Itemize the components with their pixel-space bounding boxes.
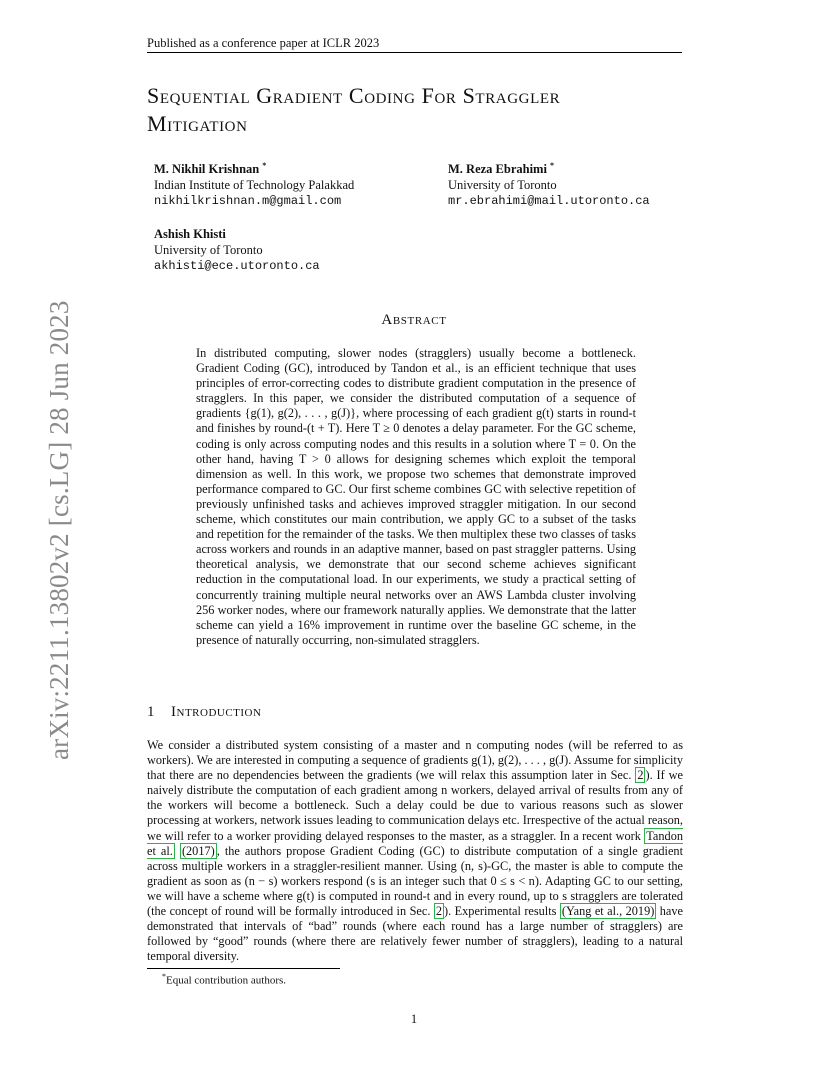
footnote-text: Equal contribution authors. (166, 974, 287, 987)
author-block-2 (448, 158, 650, 209)
intro-text-segment: have demonstrated that intervals of “bad” rounds (where each round has a large number of stragglers) are followed by “good” rounds (where there are relatively fewer number of stragglers), leading to a natural temporal diversity. (147, 904, 683, 964)
section-heading (147, 704, 261, 721)
intro-text-segment: , the authors propose Gradient Coding (GC) to distribute computation of a single gradient across multiple workers in a straggler-resilient manner. Using (n, s)-GC, the master is able to compute the gradient as soon as (n − s) workers respond (s is an integer such that 0 ≤ s < n). Adapting GC to our setting, we will have a scheme where g(t) is computed in round-t and in every round, up to s stragglers are tolerated (the concept of round will be formally introduced in Sec. (147, 843, 683, 919)
equal-contribution-mark: * (262, 161, 267, 170)
footnote-mark: * (162, 972, 166, 981)
arxiv-stamp: arXiv:2211.13802v2 [cs.LG] 28 Jun 2023 (44, 300, 74, 760)
author-block-3 (154, 226, 320, 274)
author-name: M. Nikhil Krishnan (154, 162, 260, 177)
section-ref-link[interactable]: 2 (637, 768, 644, 783)
running-header: Published as a conference paper at ICLR 2023 (147, 36, 380, 50)
citation-year-link[interactable]: (2017) (181, 843, 215, 858)
abstract-text: In distributed computing, slower nodes (stragglers) usually become a bottleneck. Gradient Coding (GC), introduced by Tandon et al., is an efficient technique that uses principles of error-correcting codes to distribute gradient computation in the presence of stragglers. In this paper, we consider the distributed computation of a sequence of gradients {g(1), g(2), . . . , g(J)}, where processing of each gradient g(t) starts in round-t and finishes by round-(t + T). Here T ≥ 0 denotes a delay parameter. For the GC scheme, coding is only across computing nodes and this results in a solution where T = 0. On the other hand, having T > 0 allows for designing schemes which exploit the temporal dimension as well. In this work, we propose two schemes that demonstrate improved performance compared to GC. Our first scheme combines GC with selective repetition of previously unfinished tasks and achieves improved straggler mitigation. In our second scheme, which constitutes our main contribution, we apply GC to a subset of the tasks and repetition for the remainder of the tasks. We then multiplex these two classes of tasks across workers and rounds in an adaptive manner, based on past straggler patterns. Using theoretical analysis, we demonstrate that our second scheme achieves significant reduction in the computational load. In our experiments, we study a practical setting of concurrently training multiple neural networks over an AWS Lambda cluster involving 256 worker nodes, where our framework naturally applies. We demonstrate that the latter scheme can yield a 16% improvement in runtime over the baseline GC scheme, in the presence of naturally occurring, non-simulated stragglers. (196, 346, 636, 647)
paper-title (147, 82, 707, 138)
introduction-text (147, 738, 683, 964)
author-block-1 (154, 158, 354, 209)
author-name: M. Reza Ebrahimi (448, 162, 547, 177)
author-affiliation: University of Toronto (448, 178, 557, 193)
footnote (162, 972, 286, 987)
section-title: Introduction (171, 704, 262, 720)
intro-text-segment: ). If we naively distribute the computation of each gradient among n workers, delayed arrival of results from any of the workers will become a bottleneck. Such a delay could be due to various reasons such as slower processing at workers, network issues leading to communication delays etc. Irrespective of the actual reason, we will refer to a worker providing delayed responses to the master, as a straggler. In a recent work (147, 768, 683, 843)
author-email[interactable]: mr.ebrahimi@mail.utoronto.ca (448, 194, 650, 209)
citation-link-yang[interactable]: (Yang et al., 2019) (561, 904, 655, 919)
header-rule (147, 52, 682, 53)
footnote-rule (147, 968, 340, 969)
title-line-1: Sequential Gradient Coding For Straggler (147, 83, 561, 108)
author-affiliation: University of Toronto (154, 243, 263, 257)
author-email[interactable]: akhisti@ece.utoronto.ca (154, 259, 320, 273)
author-name: Ashish Khisti (154, 227, 226, 241)
author-affiliation: Indian Institute of Technology Palakkad (154, 178, 355, 193)
author-email[interactable]: nikhilkrishnan.m@gmail.com (154, 194, 342, 209)
title-line-2: Mitigation (147, 111, 248, 136)
intro-text-segment: ). Experimental results (444, 904, 560, 919)
section-ref-link[interactable]: 2 (435, 904, 443, 919)
abstract-heading: Abstract (381, 312, 447, 328)
equal-contribution-mark: * (549, 161, 554, 170)
section-number: 1 (147, 704, 155, 720)
intro-text-segment: We consider a distributed system consisting of a master and n computing nodes (will be referred to as workers). We are interested in computing a sequence of gradients g(1), g(2), . . . , g(J). Assume for simplicity that there are no dependencies between the gradients (we will relax this assumption later in Sec. (147, 738, 683, 783)
page-number: 1 (410, 1012, 418, 1026)
citation-link-tandon[interactable]: Tandon et al. (147, 828, 683, 858)
